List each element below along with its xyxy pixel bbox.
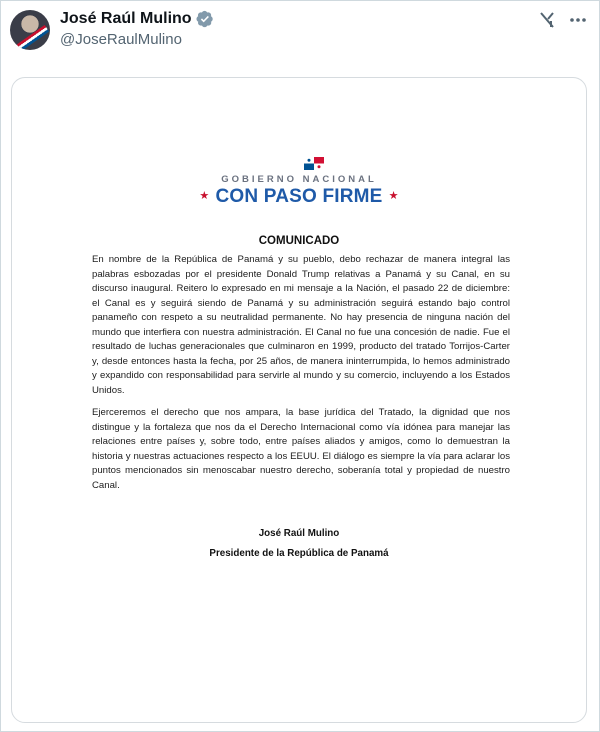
paragraph: En nombre de la República de Panamá y su pueblo, debo rechazar de manera integral las palabras esbozadas por el presidente Donald Trump relativas a Panamá y su Canal, en su discurso inaugural. Reitero lo expresado en mi mensaje a la Nación, el pasado 22 de diciembre: el Canal es y seguirá siendo de Panamá y su administración seguirá estando bajo control panameño con respeto a su neutralidad permanente. No hay presencia de ninguna nación del mundo que interfiera con nuestra administración. El Canal no fue una concesión de nadie. Fue el resultado de luchas generacionales que culminaron en 1999, producto del tratado Torrijos-Carter y, desde entonces hasta la fecha, por 25 años, de manera ininterrumpida, lo hemos administrado y expandido con responsabilidad para servirle al mundo y su comercio, incluyendo a los Estados Unidos.: [92, 254, 510, 396]
attached-image[interactable]: [11, 77, 587, 723]
verified-badge-icon: [196, 10, 214, 28]
star-icon: ★: [388, 190, 399, 202]
paragraph: Ejerceremos el derecho que nos ampara, la base jurídica del Tratado, la dignidad que nos distingue y la fortaleza que nos da el Derecho Internacional como vía idónea para manejar las relaciones entre países y, sobre todo, entre países aliados y amigos, como lo demuestran la historia y nuestras actuaciones respecto a los EEUU. El diálogo es siempre la vía para aclarar los puntos mencionados sin menoscabar nuestro derecho, soberanía total y propiedad de nuestro Canal.: [92, 407, 510, 491]
signature-title: Presidente de la República de Panamá: [209, 548, 389, 559]
panama-flag-icon: [304, 157, 324, 170]
document-body: [92, 253, 510, 501]
author-handle[interactable]: @JoseRaulMulino: [60, 31, 182, 48]
slogan-text: CON PASO FIRME: [215, 186, 383, 207]
grok-icon[interactable]: [537, 10, 557, 30]
header-government: GOBIERNO NACIONAL: [221, 174, 377, 185]
document-title: COMUNICADO: [258, 235, 340, 247]
tweet-header: [0, 0, 600, 64]
communique-document: [12, 78, 586, 722]
star-icon: ★: [199, 190, 210, 202]
header-slogan: [12, 186, 586, 208]
display-name[interactable]: José Raúl Mulino: [60, 10, 192, 27]
author-name-row: [60, 9, 214, 29]
more-options-icon[interactable]: [568, 10, 588, 30]
avatar[interactable]: [10, 10, 50, 50]
signature-name: José Raúl Mulino: [258, 528, 340, 539]
